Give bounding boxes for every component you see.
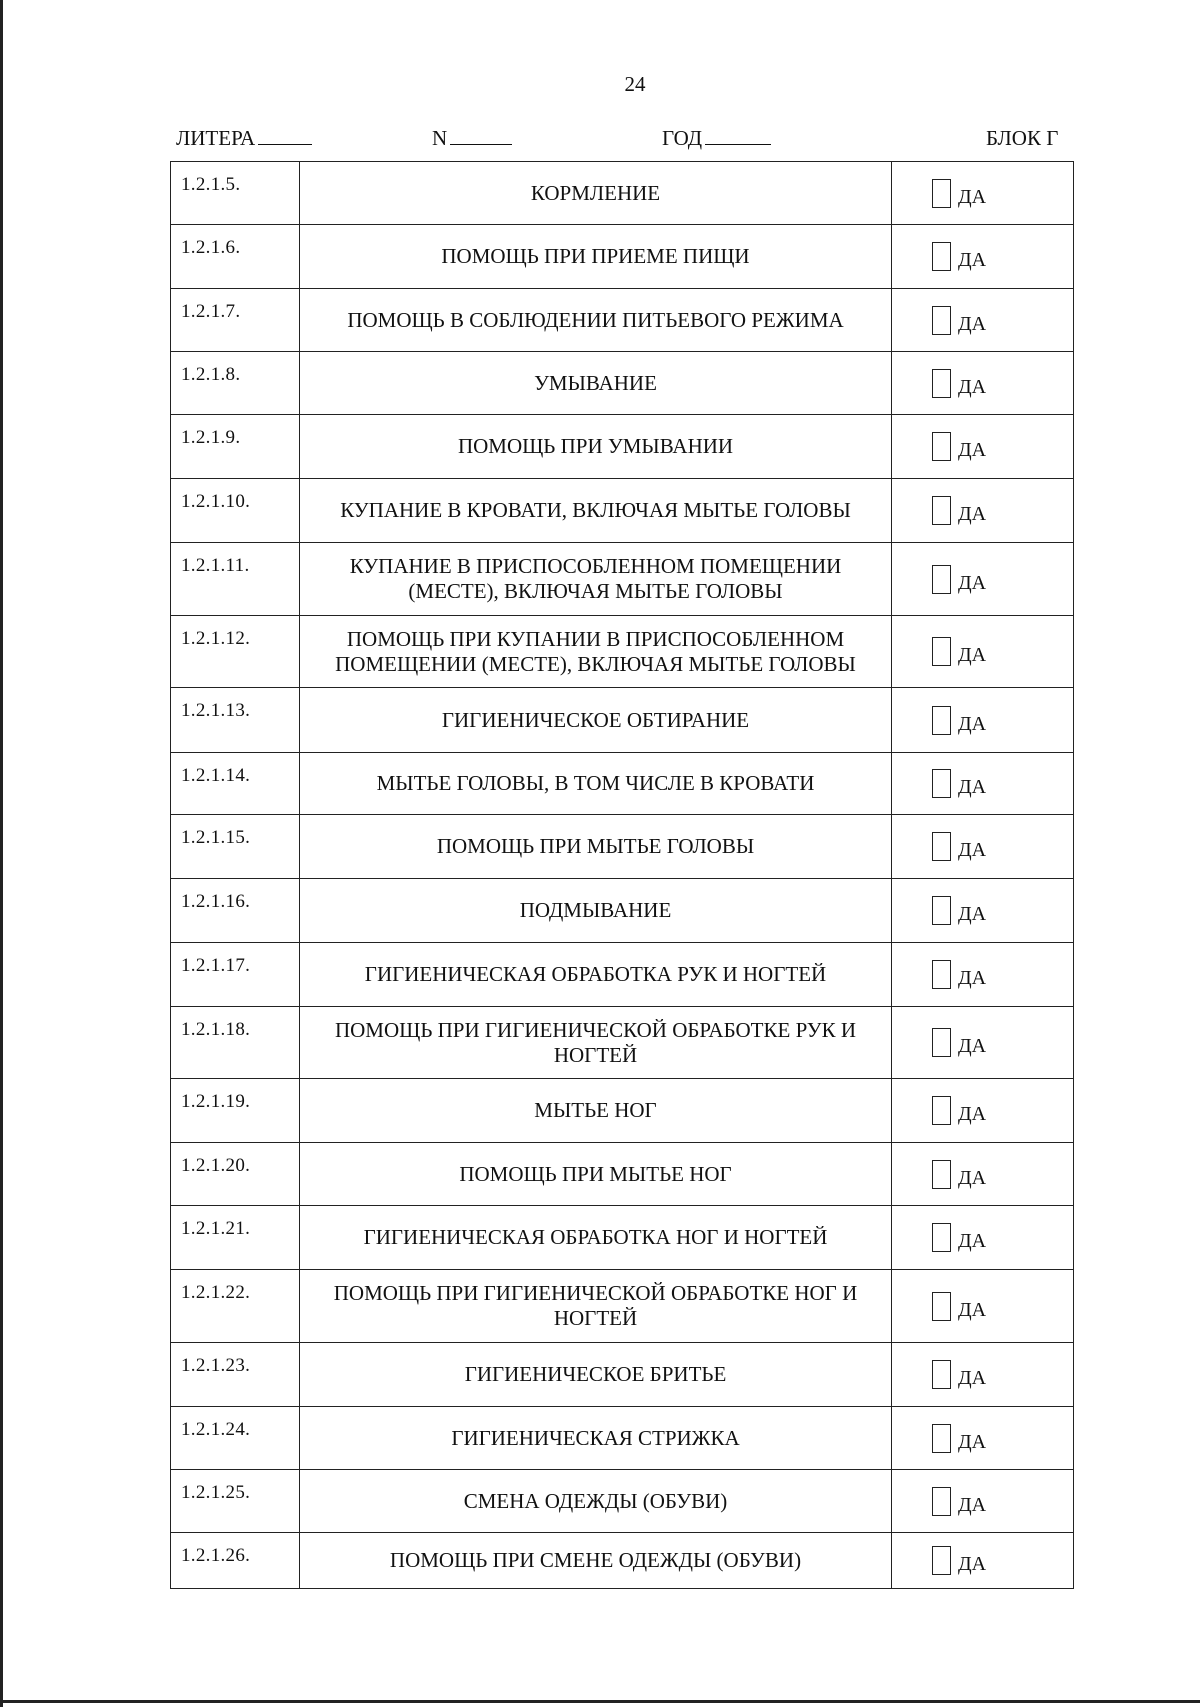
block-label: БЛОК Г — [986, 126, 1059, 150]
yes-label: ДА — [958, 644, 987, 666]
yes-checkbox[interactable] — [932, 496, 951, 525]
yes-label: ДА — [958, 1493, 987, 1516]
answer-cell — [892, 1143, 1074, 1206]
answer-cell — [892, 616, 1074, 688]
yes-checkbox[interactable] — [932, 832, 951, 861]
answer-cell — [892, 1007, 1074, 1079]
answer-cell — [892, 415, 1074, 479]
item-description: ПОМОЩЬ ПРИ СМЕНЕ ОДЕЖДЫ (ОБУВИ) — [300, 1533, 892, 1589]
item-description: ГИГИЕНИЧЕСКАЯ ОБРАБОТКА НОГ И НОГТЕЙ — [300, 1206, 892, 1270]
answer-cell — [892, 162, 1074, 225]
item-code: 1.2.1.14. — [171, 753, 300, 815]
item-code: 1.2.1.24. — [171, 1407, 300, 1470]
item-description: МЫТЬЕ ГОЛОВЫ, В ТОМ ЧИСЛЕ В КРОВАТИ — [300, 753, 892, 815]
checklist-body — [171, 162, 1074, 1589]
answer-cell — [892, 1407, 1074, 1470]
item-code: 1.2.1.23. — [171, 1343, 300, 1407]
yes-checkbox[interactable] — [932, 1096, 951, 1125]
answer-cell — [892, 1533, 1074, 1589]
yes-checkbox[interactable] — [932, 306, 951, 335]
table-row — [171, 815, 1074, 879]
item-code: 1.2.1.20. — [171, 1143, 300, 1206]
yes-label: ДА — [958, 375, 987, 398]
yes-label: ДА — [958, 1103, 987, 1125]
yes-label: ДА — [958, 839, 987, 861]
yes-checkbox[interactable] — [932, 242, 951, 271]
answer-cell — [892, 1470, 1074, 1533]
item-code: 1.2.1.11. — [171, 543, 300, 616]
yes-checkbox[interactable] — [932, 1160, 951, 1189]
answer-cell — [892, 543, 1074, 616]
table-row — [171, 1407, 1074, 1470]
yes-label: ДА — [958, 312, 987, 335]
yes-checkbox[interactable] — [932, 1487, 951, 1516]
yes-checkbox[interactable] — [932, 1028, 951, 1057]
item-code: 1.2.1.10. — [171, 479, 300, 543]
yes-label: ДА — [958, 1230, 987, 1252]
table-row — [171, 1206, 1074, 1270]
answer-cell — [892, 1206, 1074, 1270]
yes-checkbox[interactable] — [932, 565, 951, 594]
answer-cell — [892, 815, 1074, 879]
answer-cell — [892, 1343, 1074, 1407]
yes-label: ДА — [958, 903, 987, 925]
item-code: 1.2.1.8. — [171, 352, 300, 415]
table-row — [171, 1343, 1074, 1407]
table-row — [171, 1143, 1074, 1206]
answer-cell — [892, 943, 1074, 1007]
yes-checkbox[interactable] — [932, 1546, 951, 1575]
item-code: 1.2.1.18. — [171, 1007, 300, 1079]
yes-checkbox[interactable] — [932, 960, 951, 989]
answer-cell — [892, 753, 1074, 815]
litera-blank-line — [258, 126, 312, 145]
yes-checkbox[interactable] — [932, 706, 951, 735]
answer-cell — [892, 879, 1074, 943]
item-description: ПОМОЩЬ ПРИ КУПАНИИ В ПРИСПОСОБЛЕННОМ ПОМЕЩЕНИИ (МЕСТЕ), ВКЛЮЧАЯ МЫТЬЕ ГОЛОВЫ — [300, 616, 892, 688]
n-label: N — [432, 126, 448, 150]
god-field[interactable] — [662, 126, 771, 151]
item-code: 1.2.1.21. — [171, 1206, 300, 1270]
table-row — [171, 616, 1074, 688]
yes-checkbox[interactable] — [932, 432, 951, 461]
item-code: 1.2.1.26. — [171, 1533, 300, 1589]
item-description: ПОМОЩЬ ПРИ МЫТЬЕ НОГ — [300, 1143, 892, 1206]
item-code: 1.2.1.5. — [171, 162, 300, 225]
item-description: ПОМОЩЬ В СОБЛЮДЕНИИ ПИТЬЕВОГО РЕЖИМА — [300, 289, 892, 352]
item-description: ПОМОЩЬ ПРИ ГИГИЕНИЧЕСКОЙ ОБРАБОТКЕ НОГ И НОГТЕЙ — [300, 1270, 892, 1343]
checklist-table — [170, 161, 1074, 1589]
table-row — [171, 1533, 1074, 1589]
table-row — [171, 162, 1074, 225]
god-blank-line — [705, 126, 771, 145]
form-header — [176, 126, 1066, 156]
item-description: КУПАНИЕ В ПРИСПОСОБЛЕННОМ ПОМЕЩЕНИИ (МЕСТЕ), ВКЛЮЧАЯ МЫТЬЕ ГОЛОВЫ — [300, 543, 892, 616]
yes-checkbox[interactable] — [932, 896, 951, 925]
item-code: 1.2.1.6. — [171, 225, 300, 289]
item-description: ГИГИЕНИЧЕСКОЕ ОБТИРАНИЕ — [300, 688, 892, 753]
item-description: ПОДМЫВАНИЕ — [300, 879, 892, 943]
table-row — [171, 225, 1074, 289]
item-description: ГИГИЕНИЧЕСКОЕ БРИТЬЕ — [300, 1343, 892, 1407]
item-description: УМЫВАНИЕ — [300, 352, 892, 415]
yes-label: ДА — [958, 503, 987, 525]
item-description: СМЕНА ОДЕЖДЫ (ОБУВИ) — [300, 1470, 892, 1533]
yes-label: ДА — [958, 571, 987, 594]
answer-cell — [892, 1079, 1074, 1143]
table-row — [171, 289, 1074, 352]
yes-label: ДА — [958, 1553, 987, 1575]
item-code: 1.2.1.9. — [171, 415, 300, 479]
table-row — [171, 479, 1074, 543]
item-description: ПОМОЩЬ ПРИ ГИГИЕНИЧЕСКОЙ ОБРАБОТКЕ РУК И НОГТЕЙ — [300, 1007, 892, 1079]
table-row — [171, 1470, 1074, 1533]
yes-checkbox[interactable] — [932, 1360, 951, 1389]
yes-label: ДА — [958, 967, 987, 989]
yes-label: ДА — [958, 776, 987, 798]
scan-edge-left — [0, 0, 3, 1707]
n-blank-line — [450, 126, 512, 145]
scan-edge-bottom — [0, 1700, 1200, 1703]
yes-checkbox[interactable] — [932, 769, 951, 798]
table-row — [171, 1079, 1074, 1143]
item-description: ПОМОЩЬ ПРИ УМЫВАНИИ — [300, 415, 892, 479]
answer-cell — [892, 289, 1074, 352]
table-row — [171, 688, 1074, 753]
yes-checkbox[interactable] — [932, 1223, 951, 1252]
answer-cell — [892, 479, 1074, 543]
item-description: КОРМЛЕНИЕ — [300, 162, 892, 225]
yes-label: ДА — [958, 185, 987, 208]
table-row — [171, 1007, 1074, 1079]
yes-checkbox[interactable] — [932, 1424, 951, 1453]
yes-label: ДА — [958, 1166, 987, 1189]
table-row — [171, 879, 1074, 943]
item-description: ПОМОЩЬ ПРИ МЫТЬЕ ГОЛОВЫ — [300, 815, 892, 879]
yes-label: ДА — [958, 1298, 987, 1321]
answer-cell — [892, 1270, 1074, 1343]
answer-cell — [892, 688, 1074, 753]
item-code: 1.2.1.16. — [171, 879, 300, 943]
god-label: ГОД — [662, 126, 703, 150]
item-description: ПОМОЩЬ ПРИ ПРИЕМЕ ПИЩИ — [300, 225, 892, 289]
item-description: ГИГИЕНИЧЕСКАЯ ОБРАБОТКА РУК И НОГТЕЙ — [300, 943, 892, 1007]
item-description: ГИГИЕНИЧЕСКАЯ СТРИЖКА — [300, 1407, 892, 1470]
yes-label: ДА — [958, 1430, 987, 1453]
table-row — [171, 1270, 1074, 1343]
yes-label: ДА — [958, 712, 987, 735]
item-code: 1.2.1.12. — [171, 616, 300, 688]
litera-label: ЛИТЕРА — [176, 126, 256, 150]
yes-checkbox[interactable] — [932, 179, 951, 208]
table-row — [171, 943, 1074, 1007]
yes-label: ДА — [958, 249, 987, 271]
yes-checkbox[interactable] — [932, 369, 951, 398]
item-code: 1.2.1.17. — [171, 943, 300, 1007]
yes-label: ДА — [958, 1035, 987, 1057]
yes-label: ДА — [958, 439, 987, 461]
table-row — [171, 415, 1074, 479]
item-description: МЫТЬЕ НОГ — [300, 1079, 892, 1143]
item-code: 1.2.1.19. — [171, 1079, 300, 1143]
answer-cell — [892, 225, 1074, 289]
litera-field[interactable] — [176, 126, 312, 151]
item-code: 1.2.1.22. — [171, 1270, 300, 1343]
table-row — [171, 753, 1074, 815]
answer-cell — [892, 352, 1074, 415]
table-row — [171, 543, 1074, 616]
item-code: 1.2.1.13. — [171, 688, 300, 753]
item-code: 1.2.1.25. — [171, 1470, 300, 1533]
n-field[interactable] — [432, 126, 512, 151]
item-code: 1.2.1.7. — [171, 289, 300, 352]
item-description: КУПАНИЕ В КРОВАТИ, ВКЛЮЧАЯ МЫТЬЕ ГОЛОВЫ — [300, 479, 892, 543]
yes-checkbox[interactable] — [932, 1292, 951, 1321]
table-row — [171, 352, 1074, 415]
yes-checkbox[interactable] — [932, 637, 951, 666]
item-code: 1.2.1.15. — [171, 815, 300, 879]
page-number: 24 — [624, 72, 646, 96]
yes-label: ДА — [958, 1367, 987, 1389]
